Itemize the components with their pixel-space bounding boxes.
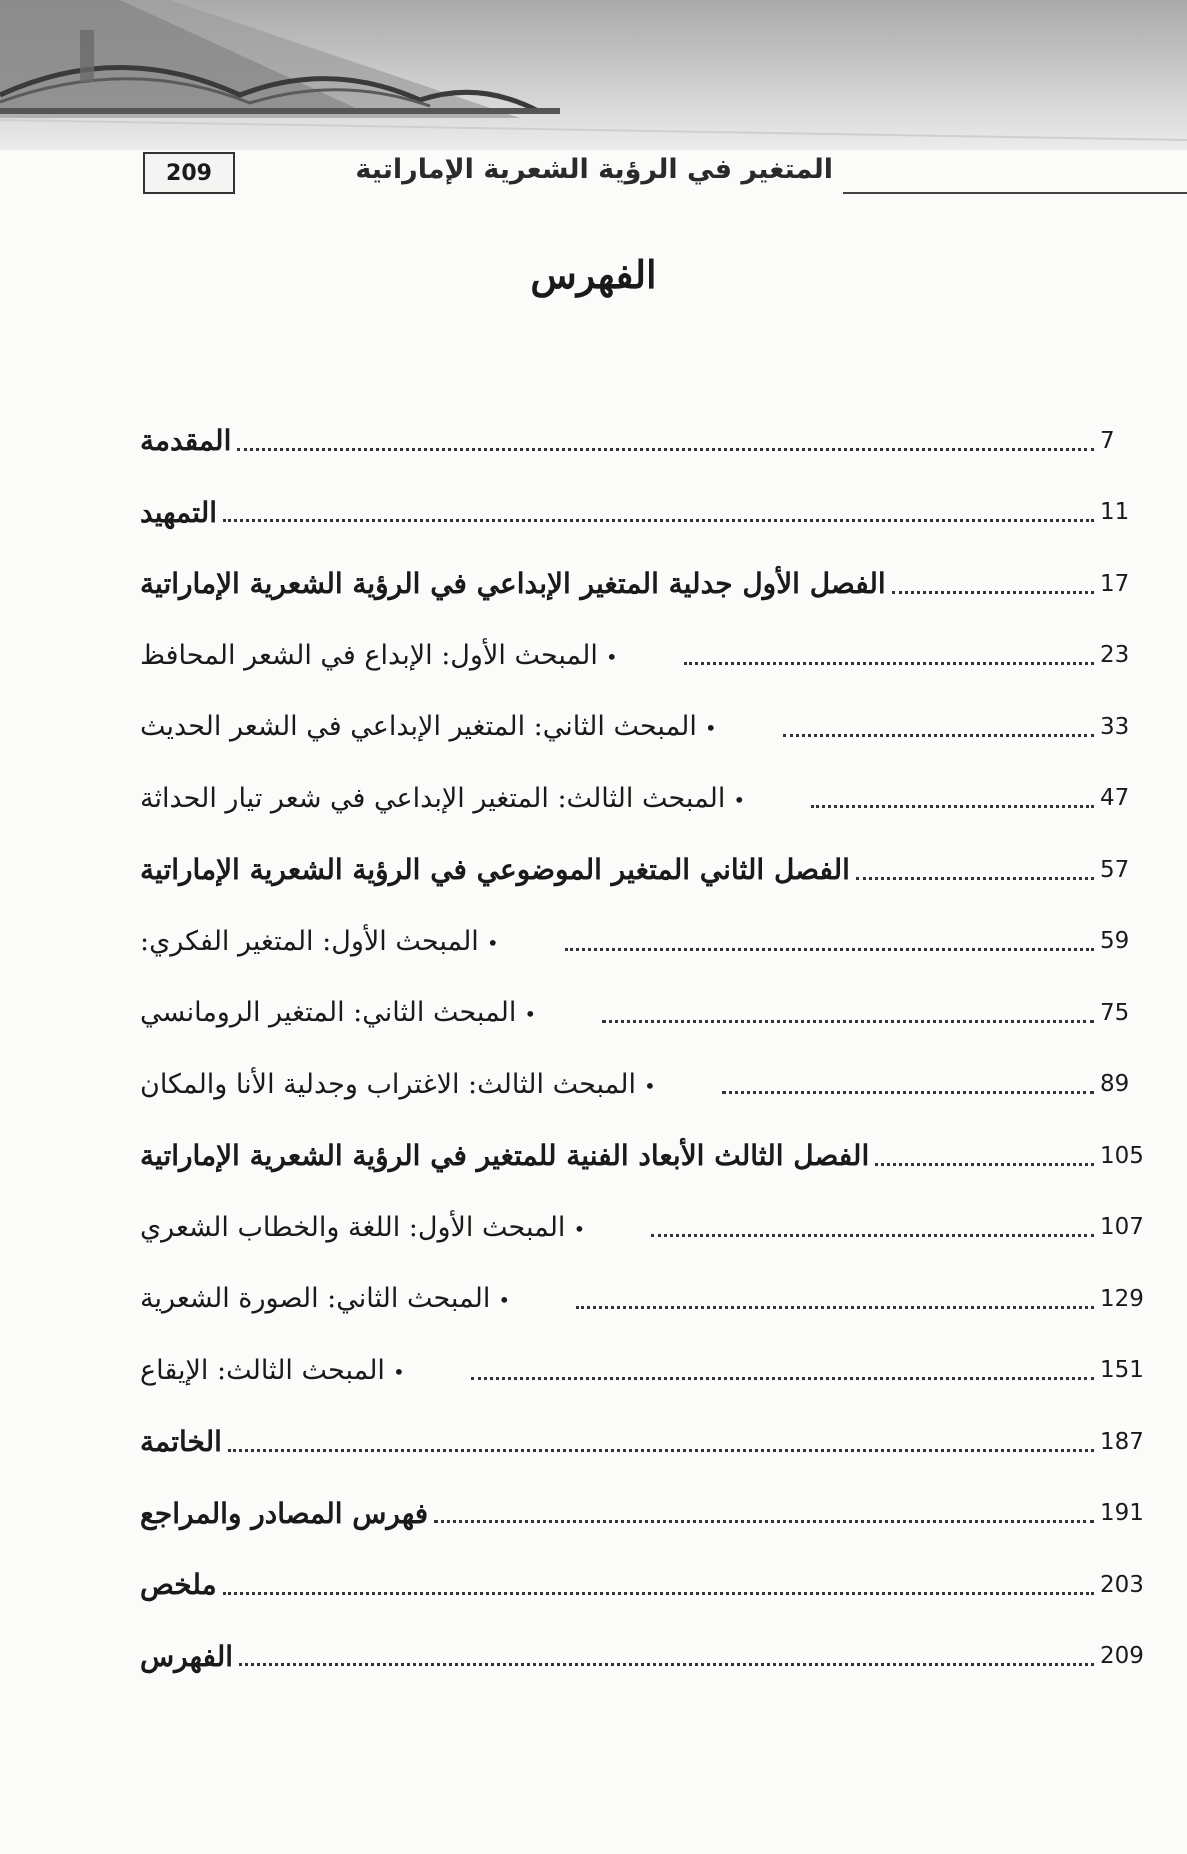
toc-page-number: 129 [1100, 1285, 1144, 1312]
dot-leader [856, 875, 1094, 880]
dot-leader [237, 446, 1094, 451]
dot-leader [239, 1661, 1094, 1666]
toc-page-number: 105 [1100, 1142, 1144, 1169]
toc-entry-title [130, 640, 678, 671]
toc-entry-label: الفصل الثالث الأبعاد الفنية للمتغير في الرؤية الشعرية الإماراتية [140, 1139, 870, 1173]
toc-page-number: 7 [1100, 427, 1115, 454]
toc-entry-label: فهرس المصادر والمراجع [140, 1496, 429, 1530]
toc-entry-title [130, 711, 777, 742]
toc-page-number: 203 [1100, 1571, 1144, 1598]
toc-entry [130, 477, 1160, 549]
dot-leader [576, 1304, 1094, 1309]
toc-entry-title [130, 1568, 217, 1601]
bullet-icon: • [498, 1288, 511, 1313]
toc-heading: الفهرس [530, 252, 657, 297]
toc-entry-title [130, 1497, 428, 1530]
toc-entry-label: الخاتمة [140, 1425, 222, 1459]
toc-entry-label: ملخص [140, 1568, 217, 1602]
toc-entry [130, 1621, 1160, 1693]
toc-page-number: 59 [1100, 928, 1130, 955]
toc-entry-title [130, 1425, 222, 1458]
toc-entry-title [130, 424, 231, 457]
dot-leader [223, 517, 1094, 522]
dot-leader [223, 1590, 1094, 1595]
dot-leader [722, 1089, 1094, 1094]
toc-entry-title [130, 1640, 233, 1673]
toc-page-number: 107 [1100, 1214, 1144, 1241]
toc-entry-title [130, 1069, 716, 1100]
toc-entry-label: المبحث الثاني: الصورة الشعرية [140, 1283, 491, 1315]
toc-page-number: 191 [1100, 1500, 1144, 1527]
dot-leader [892, 589, 1094, 594]
toc-page-number: 57 [1100, 856, 1130, 883]
toc-entry-title [130, 1283, 570, 1314]
toc-entry-title [130, 997, 596, 1028]
bullet-icon: • [644, 1073, 656, 1098]
toc-entry [130, 1263, 1160, 1335]
bullet-icon: • [733, 787, 746, 812]
toc-entry-label: الفصل الأول جدلية المتغير الإبداعي في الرؤية الشعرية الإماراتية [140, 567, 886, 601]
toc-page-number: 23 [1100, 642, 1130, 669]
toc-entry-label: المبحث الأول: الإبداع في الشعر المحافظ [140, 639, 598, 671]
toc-entry-title [130, 853, 850, 886]
toc-entry-label: المقدمة [140, 424, 232, 458]
toc-entry-title [130, 1355, 465, 1386]
toc-entry-label: المبحث الثاني: المتغير الرومانسي [140, 997, 517, 1029]
toc-entry [130, 405, 1160, 477]
toc-entry-title [130, 926, 559, 957]
dot-leader [783, 732, 1094, 737]
toc-entry-label: التمهيد [140, 495, 217, 529]
toc-entry [130, 1549, 1160, 1621]
dot-leader [565, 946, 1094, 951]
toc-entry-title [130, 496, 217, 529]
toc-entry [130, 906, 1160, 978]
toc-entry-label: المبحث الثالث: المتغير الإبداعي في شعر تيار الحداثة [140, 782, 726, 814]
toc-entry-label: المبحث الثالث: الإيقاع [140, 1354, 385, 1386]
toc-entry-title [130, 567, 886, 600]
bridge-photo-illustration [0, 0, 1187, 150]
toc-page-number: 89 [1100, 1071, 1130, 1098]
bullet-icon: • [605, 644, 618, 669]
bullet-icon: • [573, 1216, 586, 1241]
toc-entry-label: الفصل الثاني المتغير الموضوعي في الرؤية الشعرية الإماراتية [140, 853, 850, 887]
dot-leader [811, 803, 1094, 808]
toc-entry-label: الفهرس [140, 1639, 234, 1673]
toc-entry [130, 620, 1160, 692]
running-head [143, 150, 1063, 208]
bullet-icon: • [392, 1359, 405, 1384]
toc-entry [130, 763, 1160, 835]
page-number-box: 209 [143, 152, 235, 194]
toc-entry [130, 691, 1160, 763]
toc-entry-title [130, 1212, 645, 1243]
toc-entry [130, 1192, 1160, 1264]
toc-page-number: 17 [1100, 570, 1130, 597]
dot-leader [875, 1161, 1094, 1166]
toc-entry [130, 1049, 1160, 1121]
toc-entry-label: المبحث الأول: اللغة والخطاب الشعري [140, 1211, 566, 1243]
dot-leader [602, 1018, 1094, 1023]
toc-page-number: 75 [1100, 999, 1130, 1026]
toc-page-number: 209 [1100, 1643, 1144, 1670]
dot-leader [651, 1232, 1094, 1237]
toc-entry [130, 1406, 1160, 1478]
dot-leader [434, 1518, 1094, 1523]
bullet-icon: • [486, 930, 499, 955]
toc-entry [130, 548, 1160, 620]
header-banner [0, 0, 1187, 150]
toc-entry [130, 1478, 1160, 1550]
toc-entry-label: المبحث الثالث: الاغتراب وجدلية الأنا والمكان [140, 1068, 636, 1100]
toc-page-number: 11 [1100, 499, 1130, 526]
toc-entry-label: المبحث الثاني: المتغير الإبداعي في الشعر الحديث [140, 711, 697, 743]
toc-page-number: 33 [1100, 713, 1130, 740]
toc-page-number: 187 [1100, 1428, 1144, 1455]
book-title: المتغير في الرؤية الشعرية الإماراتية [355, 154, 833, 185]
toc-entry [130, 977, 1160, 1049]
dot-leader [228, 1447, 1094, 1452]
table-of-contents [130, 405, 1160, 1692]
header-rule [843, 192, 1187, 194]
toc-entry [130, 834, 1160, 906]
bullet-icon: • [524, 1002, 537, 1027]
toc-entry-title [130, 1139, 869, 1172]
toc-entry-label: المبحث الأول: المتغير الفكري: [140, 925, 479, 957]
toc-page-number: 151 [1100, 1357, 1144, 1384]
toc-entry-title [130, 783, 805, 814]
toc-entry [130, 1335, 1160, 1407]
dot-leader [471, 1375, 1094, 1380]
toc-page-number: 47 [1100, 785, 1130, 812]
bullet-icon: • [704, 716, 717, 741]
dot-leader [684, 660, 1094, 665]
toc-entry [130, 1120, 1160, 1192]
